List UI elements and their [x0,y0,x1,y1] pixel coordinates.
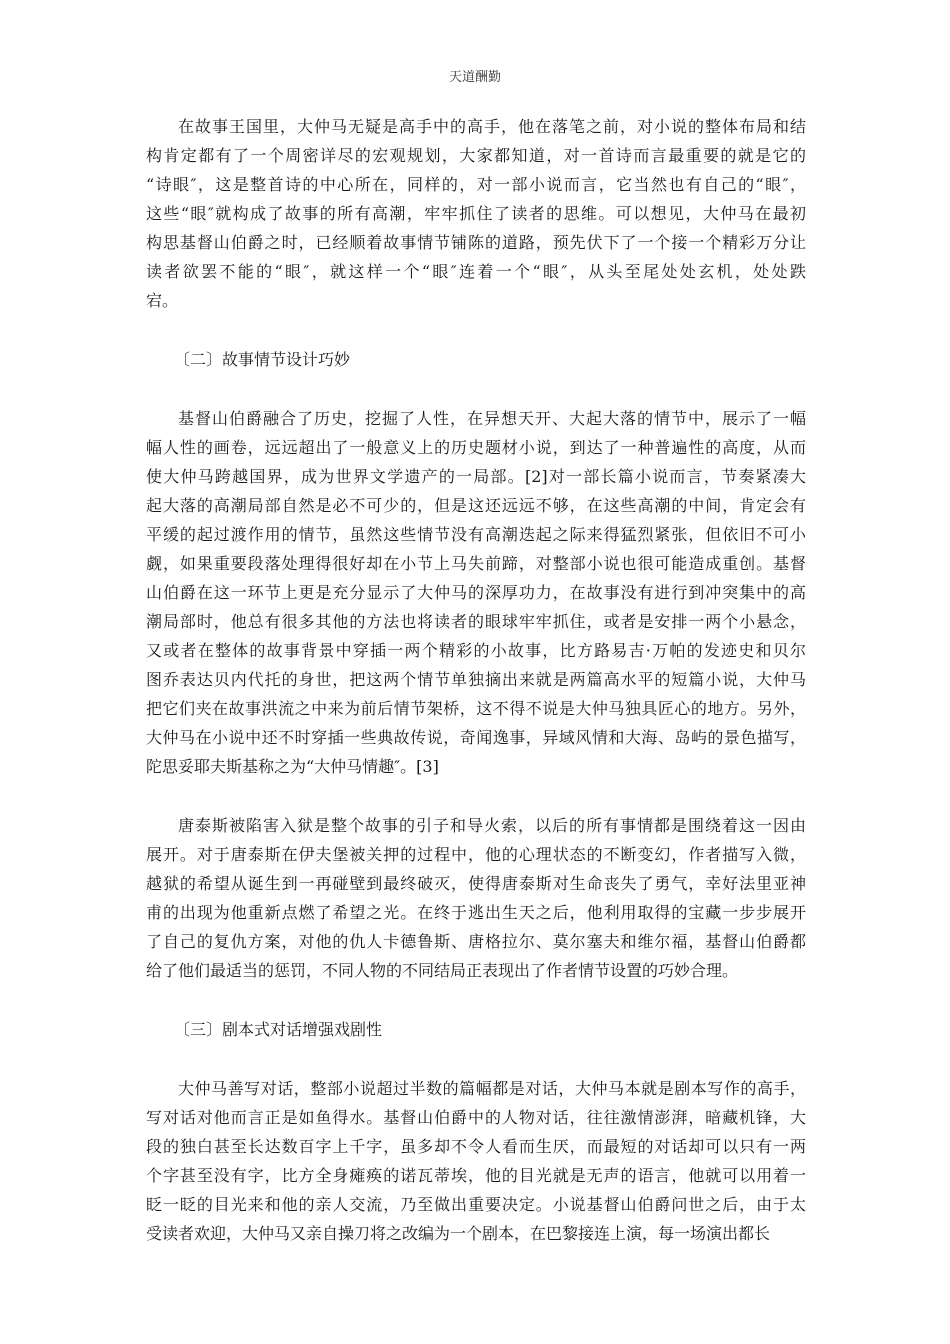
page-header: 天道酬勤 [448,70,501,85]
paragraph-line: 写对话对他而言正是如鱼得水。基督山伯爵中的人物对话，往往激情澎湃，暗藏机锋，大 [146,1108,806,1127]
paragraph-line: 读者欲罢不能的“眼″，就这样一个“眼″连着一个“眼″，从头至尾处处玄机，处处跌 [146,262,806,281]
paragraph-line: 大仲马在小说中还不时穿插一些典故传说，奇闻逸事，异域风情和大海、岛屿的景色描写， [146,728,806,747]
body-paragraph [146,1074,806,1248]
paragraph-line: 潮局部时，他总有很多其他的方法也将读者的眼球牢牢抓住，或者是安排一两个小悬念， [146,612,806,631]
paragraph-line: 给了他们最适当的惩罚，不同人物的不同结局正表现出了作者情节设置的巧妙合理。 [146,961,739,980]
paragraph-line: 平缓的起过渡作用的情节，虽然这些情节没有高潮迭起之际来得猛烈紧张，但依旧不可小 [146,525,806,544]
paragraph-line: 又或者在整体的故事背景中穿插一两个精彩的小故事，比方路易吉·万帕的发迹史和贝尔 [146,641,806,660]
paragraph-line: 展开。对于唐泰斯在伊夫堡被关押的过程中，他的心理状态的不断变幻，作者描写入微， [146,845,806,864]
paragraph-line: 段的独白甚至长达数百字上千字，虽多却不令人看而生厌，而最短的对话却可以只有一两 [146,1137,806,1156]
paragraph-line: 在故事王国里，大仲马无疑是高手中的高手，他在落笔之前，对小说的整体布局和结 [178,117,806,136]
paragraph-line: 山伯爵在这一环节上更是充分显示了大仲马的深厚功力，在故事没有进行到冲突集中的高 [146,583,806,602]
paragraph-line: 基督山伯爵融合了历史，挖掘了人性，在异想天开、大起大落的情节中，展示了一幅 [178,409,806,428]
section-heading: 〔二〕故事情节设计巧妙 [174,350,351,369]
paragraph-line: 眨一眨的目光来和他的亲人交流，乃至做出重要决定。小说基督山伯爵问世之后，由于太 [146,1195,806,1214]
paragraph-line: 甫的出现为他重新点燃了希望之光。在终于逃出生天之后，他利用取得的宝藏一步步展开 [146,903,806,922]
paragraph-line: 觑，如果重要段落处理得很好却在小节上马失前蹄，对整部小说也很可能造成重创。基督 [146,554,806,573]
article-body [146,112,806,1278]
paragraph-line: 大仲马善写对话，整部小说超过半数的篇幅都是对话，大仲马本就是剧本写作的高手， [178,1079,806,1098]
body-paragraph [146,811,806,985]
paragraph-line: 这些“眼″就构成了故事的所有高潮，牢牢抓住了读者的思维。可以想见，大仲马在最初 [146,204,806,223]
paragraph-line: 个字甚至没有字，比方全身瘫痪的诺瓦蒂埃，他的目光就是无声的语言，他就可以用着一 [146,1166,806,1185]
paragraph-line: 唐泰斯被陷害入狱是整个故事的引子和导火索，以后的所有事情都是围绕着这一因由 [178,816,806,835]
section-heading: 〔三〕剧本式对话增强戏剧性 [174,1020,383,1039]
paragraph-line: 陀思妥耶夫斯基称之为“大仲马情趣″。[3] [146,757,439,776]
paragraph-line: 使大仲马跨越国界，成为世界文学遗产的一局部。[2]对一部长篇小说而言，节奏紧凑大 [146,467,806,486]
paragraph-line: 幅人性的画卷，远远超出了一般意义上的历史题材小说，到达了一种普遍性的高度，从而 [146,438,806,457]
paragraph-line: 图乔表达贝内代托的身世，把这两个情节单独摘出来就是两篇高水平的短篇小说，大仲马 [146,670,806,689]
paragraph-line: “诗眼″，这是整首诗的中心所在，同样的，对一部小说而言，它当然也有自己的“眼″， [146,175,806,194]
paragraph-line: 宕。 [146,291,179,310]
paragraph-line: 了自己的复仇方案，对他的仇人卡德鲁斯、唐格拉尔、莫尔塞夫和维尔福，基督山伯爵都 [146,932,806,951]
paragraph-line: 受读者欢迎，大仲马又亲自操刀将之改编为一个剧本，在巴黎接连上演，每一场演出都长 [146,1224,771,1243]
paragraph-line: 把它们夹在故事洪流之中来为前后情节架桥，这不得不说是大仲马独具匠心的地方。另外， [146,699,806,718]
paragraph-line: 起大落的高潮局部自然是必不可少的，但是这还远远不够，在这些高潮的中间，肯定会有 [146,496,806,515]
paragraph-line: 构思基督山伯爵之时，已经顺着故事情节铺陈的道路，预先伏下了一个接一个精彩万分让 [146,233,806,252]
paragraph-line: 越狱的希望从诞生到一再碰壁到最终破灭，使得唐泰斯对生命丧失了勇气，幸好法里亚神 [146,874,806,893]
body-paragraph [146,404,806,781]
body-paragraph [146,112,806,315]
paragraph-line: 构肯定都有了一个周密详尽的宏观规划，大家都知道，对一首诗而言最重要的就是它的 [146,146,806,165]
